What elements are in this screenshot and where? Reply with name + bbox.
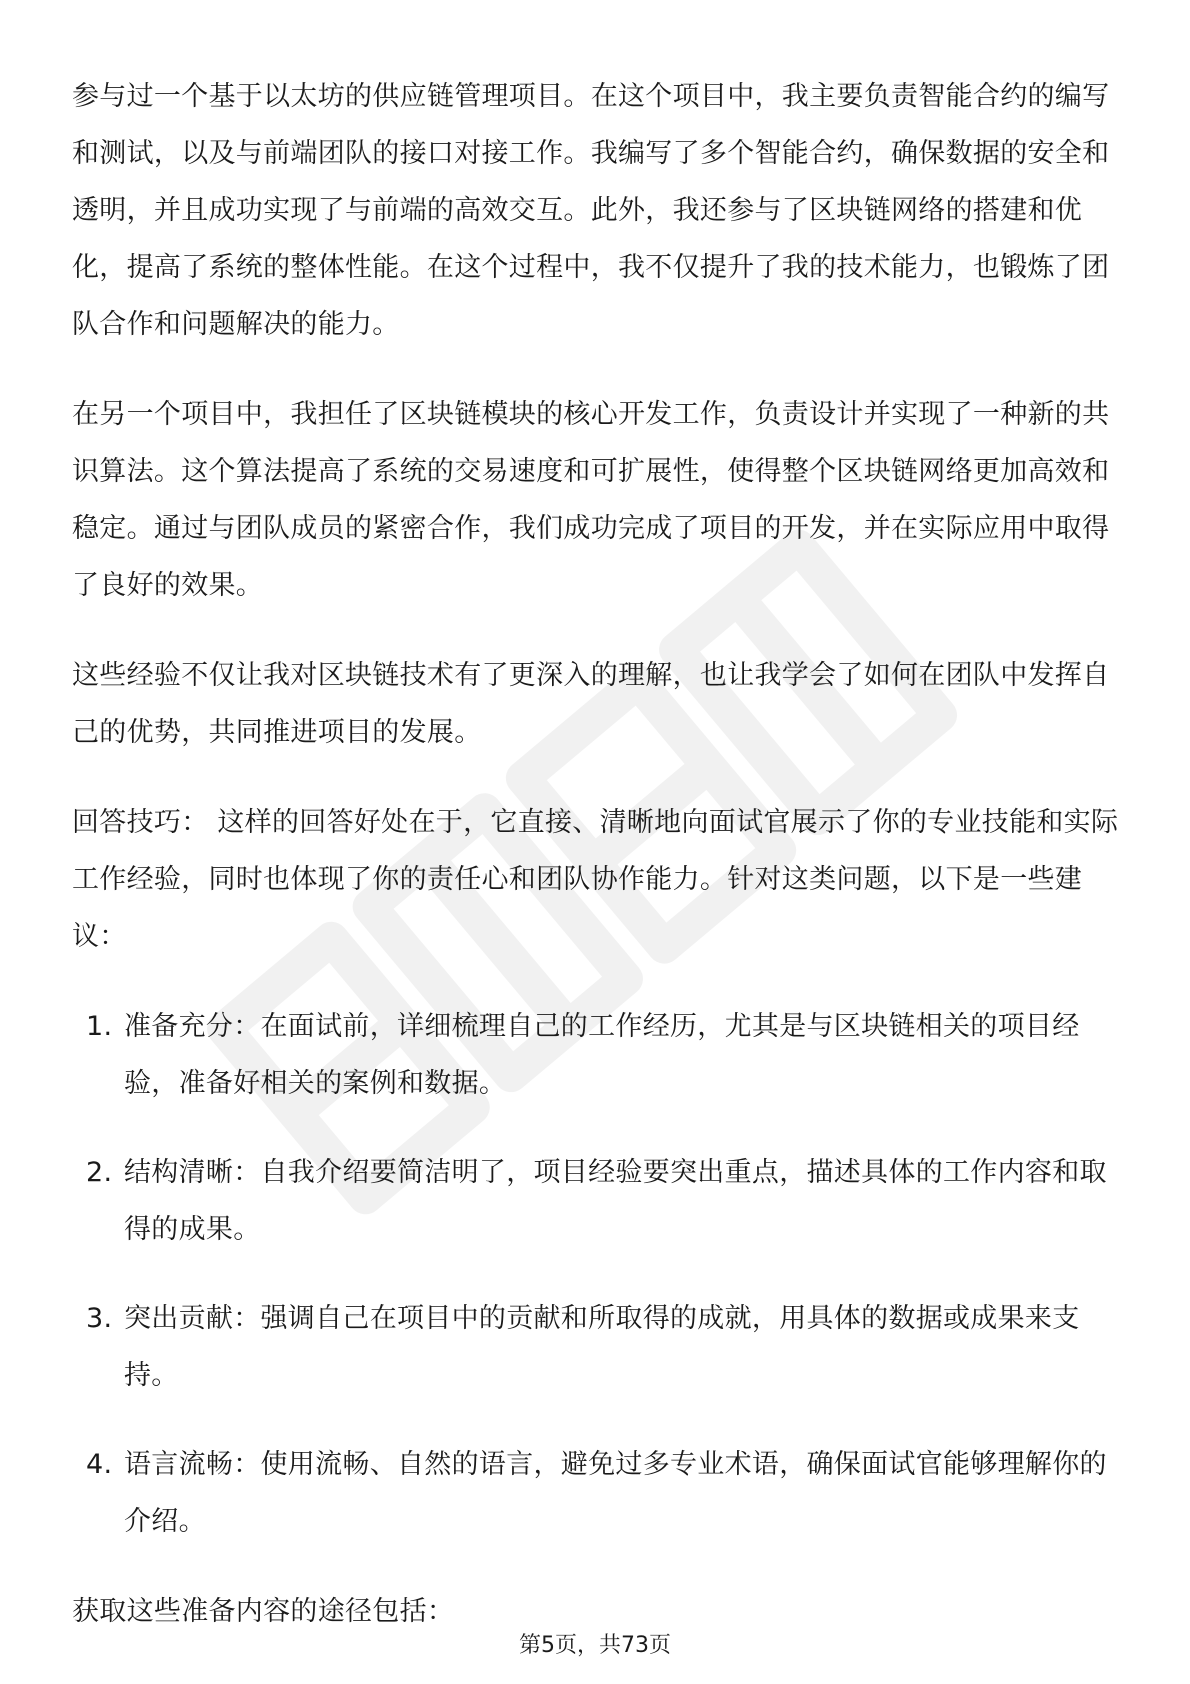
list-text: 语言流畅：使用流畅、自然的语言，避免过多专业术语，确保面试官能够理解你的介绍。 — [124, 1449, 1107, 1537]
tips-list — [72, 998, 1122, 1550]
paragraph-project-1: 参与过一个基于以太坊的供应链管理项目。在这个项目中，我主要负责智能合约的编写和测试，以及与前端团队的接口对接工作。我编写了多个智能合约，确保数据的安全和透明，并且成功实现了与前端的高效交互。此外，我还参与了区块链网络的搭建和优化，提高了系统的整体性能。在这个过程中，我不仅提升了我的技术能力，也锻炼了团队合作和问题解决的能力。 — [72, 81, 1110, 340]
document-body — [72, 68, 1122, 1673]
list-item — [72, 998, 1122, 1112]
list-number: 1. — [86, 1011, 113, 1042]
list-item — [72, 1290, 1122, 1404]
list-number: 3. — [86, 1303, 113, 1334]
list-text: 突出贡献：强调自己在项目中的贡献和所取得的成就，用具体的数据或成果来支持。 — [124, 1303, 1080, 1391]
list-number: 2. — [86, 1157, 113, 1188]
page-footer: 第5页，共73页 — [519, 1633, 671, 1658]
paragraph-closing: 获取这些准备内容的途径包括： — [72, 1596, 455, 1627]
paragraph-answer-tips: 回答技巧： 这样的回答好处在于，它直接、清晰地向面试官展示了你的专业技能和实际工作经验，同时也体现了你的责任心和团队协作能力。针对这类问题，以下是一些建议： — [72, 807, 1119, 952]
paragraph-experience-summary: 这些经验不仅让我对区块链技术有了更深入的理解，也让我学会了如何在团队中发挥自己的优势，共同推进项目的发展。 — [72, 660, 1110, 748]
list-item — [72, 1436, 1122, 1550]
list-text: 结构清晰：自我介绍要简洁明了，项目经验要突出重点，描述具体的工作内容和取得的成果。 — [124, 1157, 1107, 1245]
paragraph-project-2: 在另一个项目中，我担任了区块链模块的核心开发工作，负责设计并实现了一种新的共识算法。这个算法提高了系统的交易速度和可扩展性，使得整个区块链网络更加高效和稳定。通过与团队成员的紧密合作，我们成功完成了项目的开发，并在实际应用中取得了良好的效果。 — [72, 399, 1110, 601]
list-text: 准备充分：在面试前，详细梳理自己的工作经历，尤其是与区块链相关的项目经验，准备好相关的案例和数据。 — [124, 1011, 1080, 1099]
list-number: 4. — [86, 1449, 113, 1480]
list-item — [72, 1144, 1122, 1258]
